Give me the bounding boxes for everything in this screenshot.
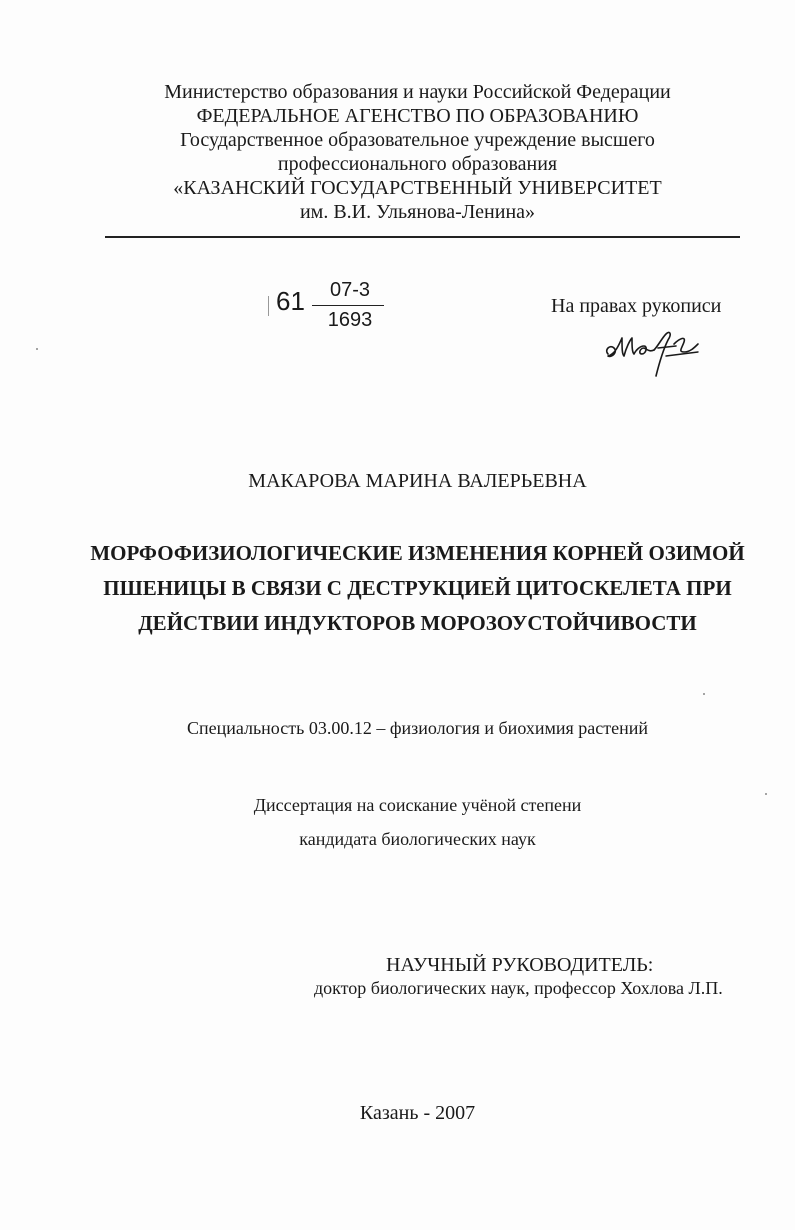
ministry-line: Министерство образования и науки Российской Федерации xyxy=(164,81,671,103)
scan-speck xyxy=(36,348,38,350)
shelf-mark-fraction-bar xyxy=(312,305,384,306)
place-and-year: Казань - 2007 xyxy=(359,1102,476,1124)
agency-line: ФЕДЕРАЛЬНОЕ АГЕНСТВО ПО ОБРАЗОВАНИЮ xyxy=(196,105,639,127)
institution-header xyxy=(60,80,775,224)
dissertation-title xyxy=(60,536,775,641)
shelf-mark-denominator: 1693 xyxy=(327,309,373,331)
title-line-2: ПШЕНИЦЫ В СВЯЗИ С ДЕСТРУКЦИЕЙ ЦИТОСКЕЛЕТА ПРИ xyxy=(103,576,732,600)
degree-statement xyxy=(60,788,775,856)
author-name: МАКАРОВА МАРИНА ВАЛЕРЬЕВНА xyxy=(248,470,587,492)
institution-type-line-2: профессионального образования xyxy=(277,153,558,175)
institution-type-line-1: Государственное образовательное учреждение высшего xyxy=(180,129,655,151)
specialty-line: Специальность 03.00.12 – физиология и биохимия растений xyxy=(186,718,649,738)
shelf-mark-tick xyxy=(268,296,269,316)
shelf-mark-numerator: 07-3 xyxy=(329,279,371,301)
university-name-line-1: «КАЗАНСКИЙ ГОСУДАРСТВЕННЫЙ УНИВЕРСИТЕТ xyxy=(173,177,662,199)
degree-line-2: кандидата биологических наук xyxy=(299,829,536,849)
degree-line-1: Диссертация на соискание учёной степени xyxy=(253,795,582,815)
shelf-mark xyxy=(268,272,398,331)
supervisor-name: доктор биологических наук, профессор Хохлова Л.П. xyxy=(314,978,723,998)
title-line-1: МОРФОФИЗИОЛОГИЧЕСКИЕ ИЗМЕНЕНИЯ КОРНЕЙ ОЗИМОЙ xyxy=(90,541,745,565)
university-name-line-2: им. В.И. Ульянова-Ленина» xyxy=(299,201,536,223)
header-divider xyxy=(105,236,740,238)
manuscript-rights: На правах рукописи xyxy=(551,295,722,317)
scan-speck xyxy=(765,793,767,795)
shelf-mark-prefix: 61 xyxy=(276,286,305,316)
signature-icon xyxy=(600,324,710,380)
supervisor-label: НАУЧНЫЙ РУКОВОДИТЕЛЬ: xyxy=(386,954,654,976)
title-line-3: ДЕЙСТВИИ ИНДУКТОРОВ МОРОЗОУСТОЙЧИВОСТИ xyxy=(138,611,697,635)
scan-speck xyxy=(703,693,705,695)
